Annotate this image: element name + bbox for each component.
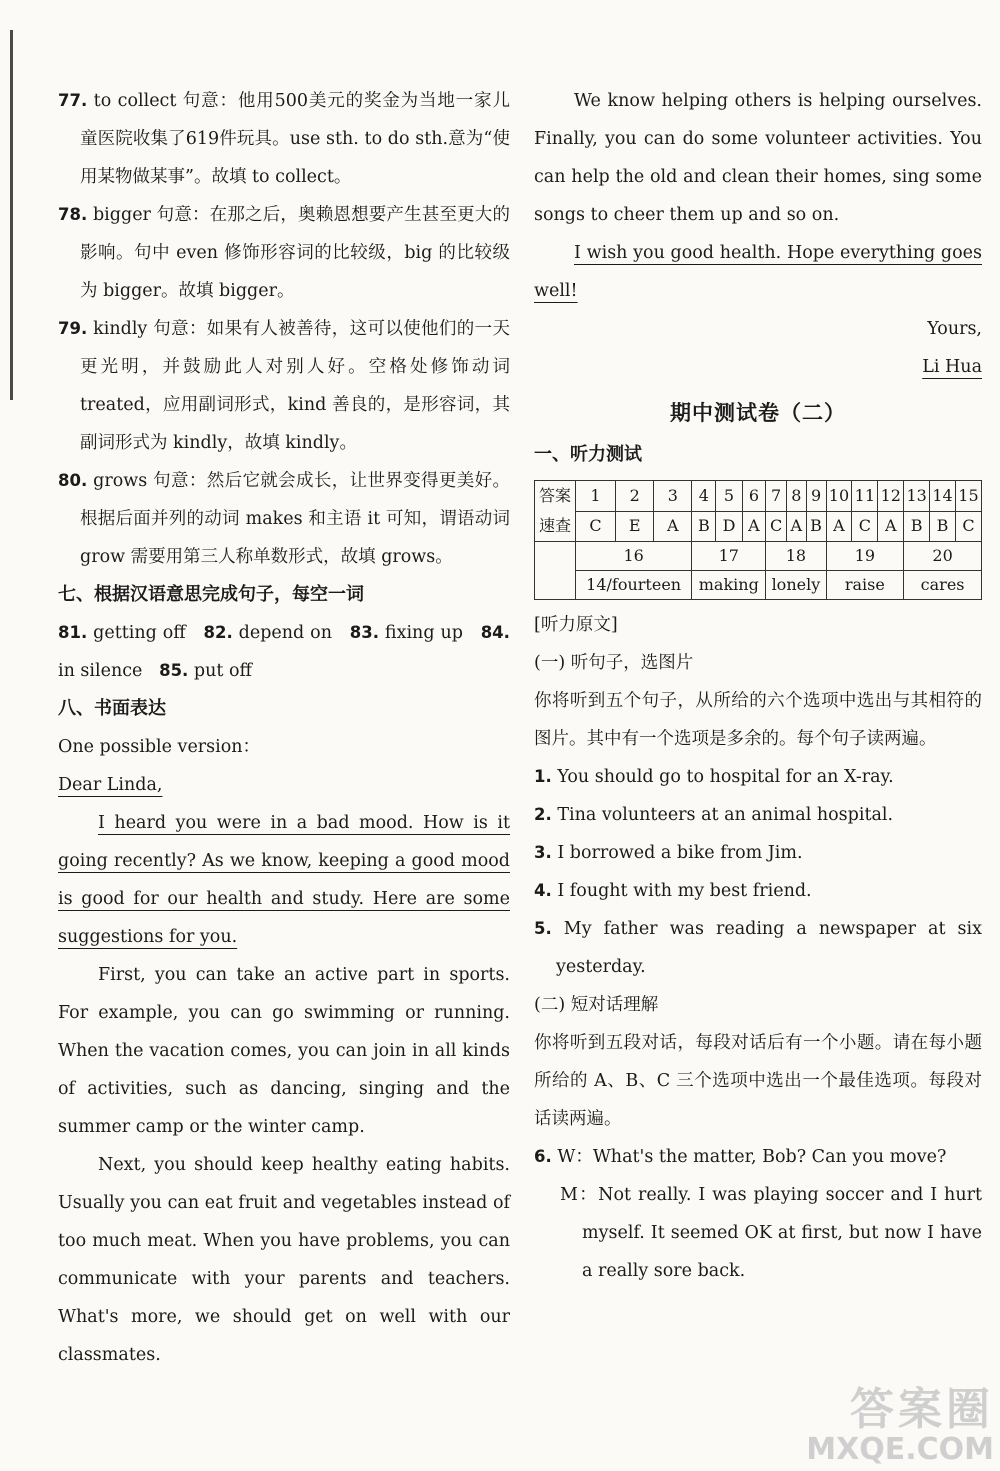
table-cell: 10 [826,481,852,512]
letter-paragraph-4: We know helping others is helping ourselves. Finally, you can do some volunteer activities. You can help the old and clean their homes, sing some songs to cheer them up and so on. [534,91,982,225]
section-1-heading: 一、听力测试 [534,444,642,465]
binding-mark [10,30,13,400]
table-cell: B [930,511,956,542]
letter-greeting: Dear Linda, [58,775,163,795]
answer-78: 78. bigger 句意：在那之后，奥赖恩想要产生甚至更大的影响。句中 even 修饰形容词的比较级，big 的比较级为 bigger。故填 bigger。 [58,205,510,301]
letter-paragraph-1: I heard you were in a bad mood. How is it going recently? As we know, keeping a good mood is good for our health and study. Here are some suggestions for you. [58,813,510,947]
right-column [534,82,982,1290]
table-cell: 5 [716,481,742,512]
table-cell: 13 [904,481,930,512]
table-cell: B [904,511,930,542]
table-row [535,511,982,542]
part-1-heading: (一) 听句子，选图片 [534,653,694,673]
part-2-description: 你将听到五段对话，每段对话后有一个小题。请在每小题所给的 A、B、C 三个选项中选出一个最佳选项。每段对话读两遍。 [534,1033,982,1129]
table-row [535,481,982,512]
table-cell: raise [826,571,904,600]
table-cell: C [766,511,787,542]
dialogue-6-man: M：Not really. I was playing soccer and I hurt myself. It seemed OK at first, but now I have a really sore back. [560,1185,982,1281]
table-cell: 17 [692,542,766,571]
table-row [535,542,982,571]
table-cell: C [955,511,981,542]
table-cell: A [742,511,766,542]
table-label-spacer [535,542,576,600]
section-7-heading: 七、根据汉语意思完成句子，每空一词 [58,584,364,605]
sentence-2: 2. Tina volunteers at an animal hospital. [534,805,894,825]
table-cell: A [878,511,904,542]
letter-paragraph-3: Next, you should keep healthy eating habits. Usually you can eat fruit and vegetables instead of too much meat. When you have problems, you can communicate with your parents and teachers. What's more, we should get on well with our classmates. [58,1155,510,1365]
table-cell: cares [904,571,982,600]
table-cell: 3 [654,481,692,512]
table-cell: A [786,511,806,542]
table-cell: 6 [742,481,766,512]
sentence-5: 5. My father was reading a newspaper at six yesterday. [534,919,982,977]
table-cell: 14 [930,481,956,512]
letter-paragraph-2: First, you can take an active part in sports. For example, you can go swimming or running. When the vacation comes, you can join in all kinds of activities, such as dancing, singing and the summer camp or the winter camp. [58,965,510,1137]
table-cell: E [616,511,654,542]
table-cell: 7 [766,481,787,512]
table-cell: 4 [692,481,716,512]
version-label: One possible version： [58,737,261,757]
table-cell: C [576,511,616,542]
table-cell: 2 [616,481,654,512]
listening-script-label: [听力原文] [534,615,618,635]
letter-closing: Yours, [927,319,982,339]
watermark-logo: 答案圈 MXQE.COM [806,1384,994,1467]
answer-80: 80. grows 句意：然后它就会成长，让世界变得更美好。根据后面并列的动词 makes 和主语 it 可知，谓语动词 grow 需要用第三人称单数形式，故填 grows。 [58,471,510,567]
table-cell: A [826,511,852,542]
table-cell: 18 [766,542,826,571]
sentence-1: 1. You should go to hospital for an X-ray. [534,767,894,787]
table-cell: D [716,511,742,542]
table-cell: 20 [904,542,982,571]
table-cell: A [654,511,692,542]
table-cell: 16 [576,542,692,571]
table-cell: 12 [878,481,904,512]
table-label: 答案 速查 [535,481,576,542]
table-cell: C [852,511,878,542]
sentence-3: 3. I borrowed a bike from Jim. [534,843,803,863]
dialogue-6-woman: 6. W：What's the matter, Bob? Can you move? [534,1147,947,1167]
table-cell: 1 [576,481,616,512]
part-2-heading: (二) 短对话理解 [534,995,659,1015]
table-cell: lonely [766,571,826,600]
part-1-description: 你将听到五个句子，从所给的六个选项中选出与其相符的图片。其中有一个选项是多余的。每个句子读两遍。 [534,691,982,749]
table-cell: 15 [955,481,981,512]
table-cell: 11 [852,481,878,512]
table-cell: B [692,511,716,542]
answers-81-85: 81. getting off 82. depend on 83. fixing up 84. in silence 85. put off [58,623,510,681]
table-cell: 19 [826,542,904,571]
answer-79: 79. kindly 句意：如果有人被善待，这可以使他们的一天更光明，并鼓励此人对别人好。空格处修饰动词 treated，应用副词形式，kind 善良的，是形容词，其副词形式为 kindly，故填 kindly。 [58,319,510,453]
section-8-heading: 八、书面表达 [58,698,166,719]
table-cell: 8 [786,481,806,512]
left-column [58,82,510,1374]
letter-paragraph-5: I wish you good health. Hope everything goes well! [534,243,982,301]
table-cell: making [692,571,766,600]
table-cell: 14/fourteen [576,571,692,600]
answer-table [534,480,982,600]
letter-signature: Li Hua [922,357,982,377]
table-cell: B [806,511,826,542]
answer-77: 77. to collect 句意：他用500美元的奖金为当地一家儿童医院收集了619件玩具。use sth. to do sth.意为“使用某物做某事”。故填 to collect。 [58,91,510,187]
table-row [535,571,982,600]
sentence-4: 4. I fought with my best friend. [534,881,812,901]
table-cell: 9 [806,481,826,512]
exam-title: 期中测试卷（二） [670,401,846,425]
